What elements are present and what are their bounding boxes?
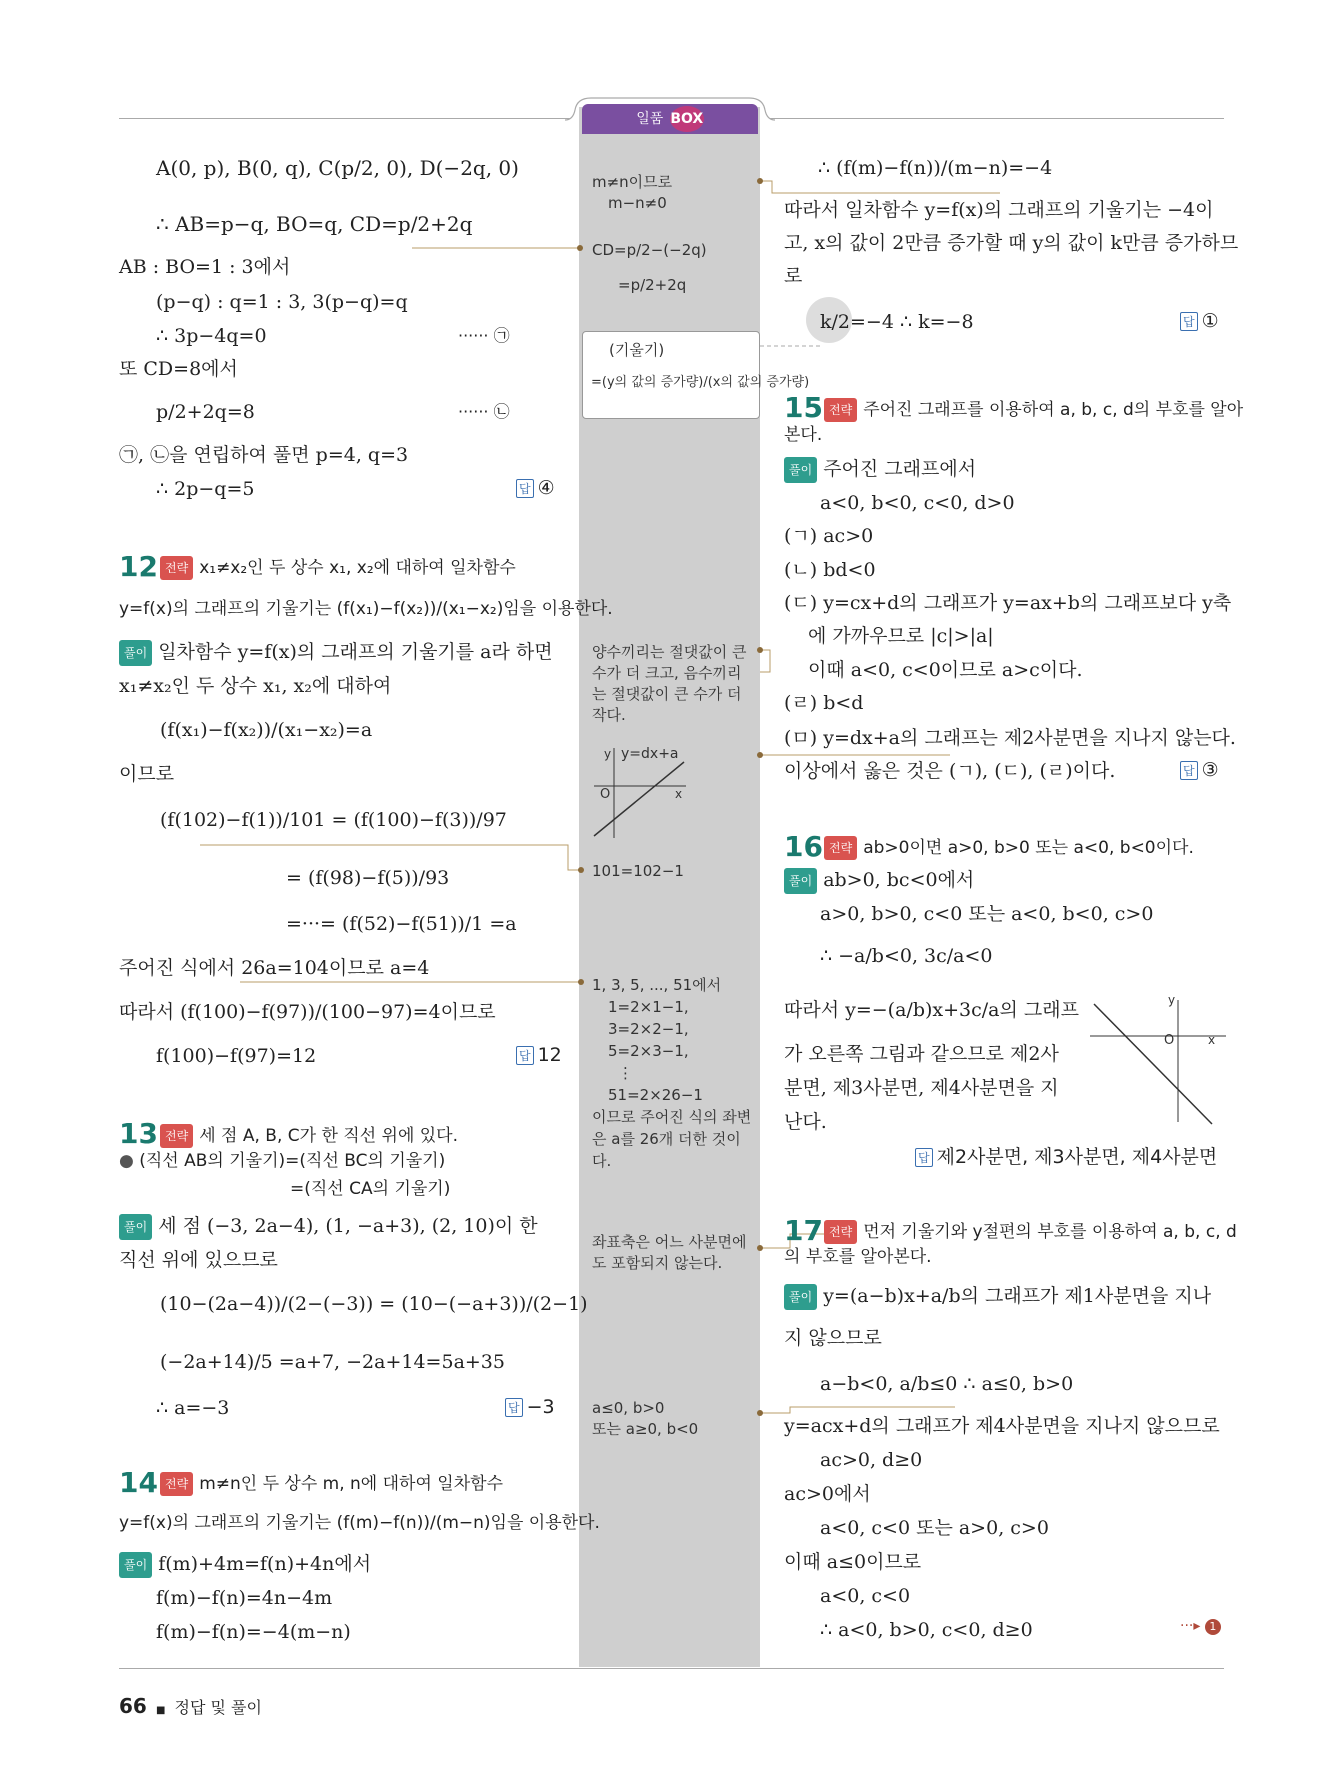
p14-cont-4: 로 [784,265,803,287]
p12-strategy-text: x₁≠x₂인 두 상수 x₁, x₂에 대하여 일차함수 [199,558,516,578]
p11-line-3: AB : BO=1 : 3에서 [119,256,291,278]
note-7-line-8: 은 a를 26개 더한 것이 [592,1130,741,1148]
p12-sol-10: f(100)−f(97)=12 [156,1045,317,1067]
p15-sol-2: a<0, b<0, c<0, d>0 [820,492,1015,514]
note-5-graph-label: y=dx+a [621,746,679,762]
p15-answer [1180,759,1219,781]
p14-cont-5: k/2=−4 ∴ k=−8 [820,311,974,333]
connector-dot [757,178,763,184]
p11-line-5: ∴ 3p−4q=0 [156,325,267,347]
p12-strategy-2: y=f(x)의 그래프의 기울기는 (f(x₁)−f(x₂))/(x₁−x₂)임을 이용한다. [119,599,613,619]
p16-sol-4: 따라서 y=−(a/b)x+3c/a의 그래프 [784,999,1079,1021]
p15-sol-10: 이상에서 옳은 것은 (ㄱ), (ㄷ), (ㄹ)이다. [784,760,1116,782]
solution-tag: 풀이 [784,457,817,483]
p14-sol-3: f(m)−f(n)=−4(m−n) [156,1621,351,1643]
p15-sol-1 [784,457,976,483]
strategy-tag: 전략 [160,556,193,580]
p12-sol-9: 따라서 (f(100)−f(97))/(100−97)=4이므로 [119,1001,496,1023]
answer-icon: 답 [1180,761,1198,780]
p13-sol-1-text: 세 점 (−3, 2a−4), (1, −a+3), (2, 10)이 한 [158,1215,538,1237]
note-7-line-6: 51=2×26−1 [608,1086,703,1104]
note-9-line-1: a≤0, b>0 [592,1399,665,1417]
note-7-line-1: 1, 3, 5, ..., 51에서 [592,976,722,994]
strategy-tag: 전략 [160,1124,193,1148]
answer-icon: 답 [516,479,534,498]
p14-sol-2: f(m)−f(n)=4n−4m [156,1587,333,1609]
p17-strategy-2: 의 부호를 알아본다. [784,1247,932,1267]
footer-section: 정답 및 풀이 [174,1698,262,1717]
p15-sol-1-text: 주어진 그래프에서 [823,458,977,480]
note-6: 101=102−1 [592,862,684,880]
strategy-tag: 전략 [824,836,857,860]
p16-sol-5: 가 오른쪽 그림과 같으므로 제2사 [784,1043,1059,1065]
p15-strategy [824,398,1243,422]
p15-answer-value: ③ [1201,759,1219,781]
p13-strategy-2-text: (직선 AB의 기울기)=(직선 BC의 기울기) [139,1151,446,1171]
p17-sol-8: 이때 a≤0이므로 [784,1551,922,1573]
note-3-line-2: =(y의 값의 증가량)/(x의 값의 증가량) [591,375,810,390]
p15-sol-7: 이때 a<0, c<0이므로 a>c이다. [808,659,1083,681]
p17-sol-7: a<0, c<0 또는 a>0, c>0 [820,1517,1049,1539]
strategy-tag: 전략 [824,1220,857,1244]
p14-number: 14 [119,1466,158,1499]
strategy-tag: 전략 [160,1472,193,1496]
note-3-line-1: (기울기) [609,341,665,359]
note-8-line-1: 좌표축은 어느 사분면에 [592,1233,747,1251]
p13-answer-value: −3 [526,1396,555,1418]
p16-sol-6: 분면, 제3사분면, 제4사분면을 지 [784,1077,1059,1099]
p15-sol-6: 에 가까우므로 |c|>|a| [808,625,994,647]
p14-cont-2: 따라서 일차함수 y=f(x)의 그래프의 기울기는 −4이 [784,199,1214,221]
p12-sol-5: (f(102)−f(1))/101 = (f(100)−f(3))/97 [160,809,507,831]
p16-sol-1-text: ab>0, bc<0에서 [823,869,975,891]
p17-sol-5: ac>0, d≥0 [820,1449,923,1471]
p15-sol-8: (ㄹ) b<d [784,692,864,714]
note-4-line-3: 는 절댓값이 큰 수가 더 [592,685,742,703]
p17-sol-10: ∴ a<0, b>0, c<0, d≥0 [820,1619,1033,1641]
p17-strategy [824,1220,1237,1244]
p16-x-axis: x [1208,1033,1216,1047]
p12-sol-7: =···= (f(52)−f(51))/1 =a [286,913,517,935]
solution-tag: 풀이 [119,640,152,666]
answer-icon: 답 [1180,312,1198,331]
note-7-line-2: 1=2×1−1, [608,998,689,1016]
p12-sol-8: 주어진 식에서 26a=104이므로 a=4 [119,957,430,979]
p15-strategy-2: 본다. [784,425,823,445]
continue-marker [1180,1618,1221,1635]
p12-number: 12 [119,550,158,583]
box-label: BOX [670,106,704,132]
p12-sol-3: (f(x₁)−f(x₂))/(x₁−x₂)=a [160,719,373,741]
page-number: 66 [119,1694,147,1718]
p15-sol-4: (ㄴ) bd<0 [784,559,876,581]
p13-sol-4: (−2a+14)/5 =a+7, −2a+14=5a+35 [160,1351,505,1373]
note-7-line-3: 3=2×2−1, [608,1020,689,1038]
note-7-line-7: 이므로 주어진 식의 좌변 [592,1108,752,1126]
p15-strategy-text: 주어진 그래프를 이용하여 a, b, c, d의 부호를 알아 [863,400,1244,420]
p13-sol-2: 직선 위에 있으므로 [119,1249,278,1271]
note-7-line-5: ⋮ [618,1064,633,1082]
p17-number: 17 [784,1214,823,1247]
solution-tag: 풀이 [784,1284,817,1310]
p15-sol-5: (ㄷ) y=cx+d의 그래프가 y=ax+b의 그래프보다 y축 [784,592,1232,614]
note-5-origin: O [600,787,611,802]
note-4-line-1: 양수끼리는 절댓값이 큰 [592,643,747,661]
p14-cont-1: ∴ (f(m)−f(n))/(m−n)=−4 [818,157,1053,179]
p17-sol-3: a−b<0, a/b≤0 ∴ a≤0, b>0 [820,1373,1074,1395]
continue-number: 1 [1205,1619,1221,1635]
p17-sol-4: y=acx+d의 그래프가 제4사분면을 지나지 않으므로 [784,1415,1220,1437]
p16-strategy-text: ab>0이면 a>0, b>0 또는 a<0, b<0이다. [863,838,1194,858]
p13-sol-5: ∴ a=−3 [156,1397,230,1419]
note-4-line-4: 작다. [592,706,626,724]
connector-dot [757,647,763,653]
connector-dot [757,1410,763,1416]
note-7-line-4: 5=2×3−1, [608,1042,689,1060]
p16-origin: O [1164,1033,1175,1048]
bottom-rule [119,1668,1224,1669]
p17-sol-9: a<0, c<0 [820,1585,911,1607]
note-4-line-2: 수가 더 크고, 음수끼리 [592,664,742,682]
p14-strategy-text: m≠n인 두 상수 m, n에 대하여 일차함수 [199,1474,503,1494]
p16-number: 16 [784,830,823,863]
p11-line-4: (p−q) : q=1 : 3, 3(p−q)=q [156,291,408,313]
p12-answer-value: 12 [537,1044,562,1066]
p14-cont-3: 고, x의 값이 2만큼 증가할 때 y의 값이 k만큼 증가하므 [784,232,1239,254]
p16-strategy [824,836,1194,860]
p16-sol-2: a>0, b>0, c<0 또는 a<0, b<0, c>0 [820,903,1154,925]
p12-sol-2: x₁≠x₂인 두 상수 x₁, x₂에 대하여 [119,675,392,697]
p14-sol-1-text: f(m)+4m=f(n)+4n에서 [158,1553,372,1575]
p14-strategy-2: y=f(x)의 그래프의 기울기는 (f(m)−f(n))/(m−n)임을 이용한다. [119,1513,600,1533]
connector-dot [578,979,584,985]
p15-number: 15 [784,391,823,424]
solution-tag: 풀이 [119,1552,152,1578]
p13-strategy-3: =(직선 CA의 기울기) [290,1179,451,1199]
p16-graph [1090,996,1230,1126]
note-1-line-2: m−n≠0 [608,194,667,212]
p11-answer-value: ④ [537,477,555,499]
connector-dot [578,867,584,873]
p13-number: 13 [119,1117,158,1150]
p13-strategy-text: 세 점 A, B, C가 한 직선 위에 있다. [199,1126,459,1146]
p16-sol-7: 난다. [784,1111,827,1133]
p16-answer-value: 제2사분면, 제3사분면, 제4사분면 [936,1146,1218,1168]
p11-line-6: 또 CD=8에서 [119,358,238,380]
p11-mark-2: ······ ㉡ [458,402,510,421]
p16-answer [915,1142,1217,1169]
p17-sol-1-text: y=(a−b)x+a/b의 그래프가 제1사분면을 지나 [823,1285,1212,1307]
p11-line-7: p/2+2q=8 [156,401,255,423]
p11-line-2: ∴ AB=p−q, BO=q, CD=p/2+2q [156,212,473,236]
p13-sol-3: (10−(2a−4))/(2−(−3)) = (10−(−a+3))/(2−1) [160,1293,588,1315]
p14-answer [1180,310,1219,332]
continue-arrow-icon: ···▸ [1180,1618,1201,1634]
p12-sol-4: 이므로 [119,763,175,785]
note-9-line-2: 또는 a≥0, b<0 [592,1420,699,1438]
note-8-line-2: 도 포함되지 않는다. [592,1254,723,1272]
connector-dot [757,752,763,758]
box-label-pre: 일품 [636,111,664,127]
p12-sol-1-text: 일차함수 y=f(x)의 그래프의 기울기를 a라 하면 [158,641,553,663]
footer-bullet-icon: ■ [155,1705,166,1716]
connector-dot [757,1245,763,1251]
note-5-y-axis: y [604,747,612,761]
solution-tag: 풀이 [784,868,817,894]
p14-answer-value: ① [1201,310,1219,332]
note-5-x-axis: x [675,787,683,801]
p11-line-8: ㉠, ㉡을 연립하여 풀면 p=4, q=3 [119,444,409,466]
note-2-line-2: =p/2+2q [618,276,687,294]
answer-icon: 답 [505,1398,523,1417]
p17-sol-6: ac>0에서 [784,1483,871,1505]
footer [119,1694,262,1718]
p11-mark-1: ······ ㉠ [458,326,510,345]
p16-sol-1 [784,868,974,894]
note-1-line-1: m≠n이므로 [592,173,673,191]
p15-sol-9: (ㅁ) y=dx+a의 그래프는 제2사분면을 지나지 않는다. [784,727,1236,749]
p12-sol-6: = (f(98)−f(5))/93 [286,867,450,889]
p17-sol-1 [784,1284,1211,1310]
note-7-line-9: 다. [592,1152,612,1170]
p17-strategy-text: 먼저 기울기와 y절편의 부호를 이용하여 a, b, c, d [863,1222,1237,1242]
circle-bullet-icon: ● [119,1151,140,1171]
p16-sol-3: ∴ −a/b<0, 3c/a<0 [820,945,993,967]
p16-y-axis: y [1168,993,1176,1007]
p17-sol-2: 지 않으므로 [784,1327,882,1349]
note-2-line-1: CD=p/2−(−2q) [592,241,707,259]
p11-line-1: A(0, p), B(0, q), C(p/2, 0), D(−2q, 0) [156,156,519,180]
p15-sol-3: (ㄱ) ac>0 [784,525,874,547]
p11-line-9: ∴ 2p−q=5 [156,478,255,500]
strategy-tag: 전략 [824,398,857,422]
answer-icon: 답 [516,1046,534,1065]
answer-icon: 답 [915,1148,933,1167]
solution-tag: 풀이 [119,1214,152,1240]
connector-dot [577,245,583,251]
